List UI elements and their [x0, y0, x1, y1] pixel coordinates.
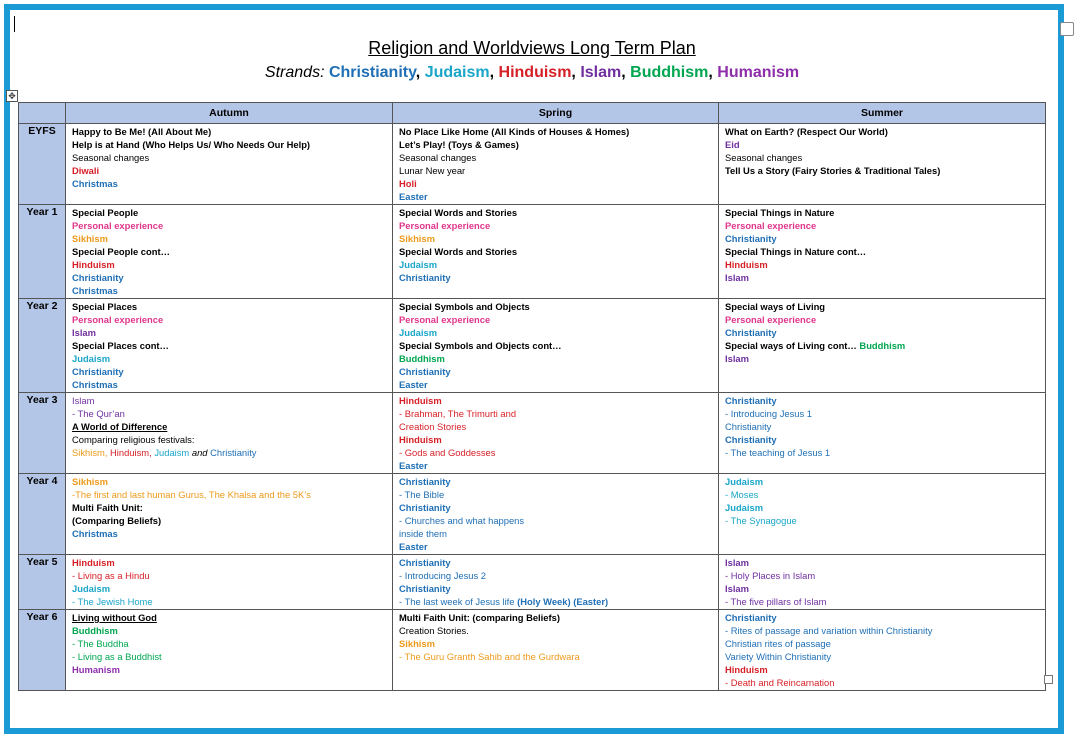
cell-line: - The Bible — [399, 489, 445, 500]
document-title: Religion and Worldviews Long Term Plan — [368, 38, 696, 58]
table-row — [19, 610, 1046, 691]
cell-autumn — [66, 124, 393, 205]
table-move-handle-icon[interactable]: ✥ — [6, 90, 18, 102]
cell-spring — [393, 555, 719, 610]
table-row — [19, 299, 1046, 393]
cell-summer — [719, 124, 1046, 205]
inline-text: Special ways of Living cont… — [725, 340, 857, 351]
strands-label: Strands: — [264, 64, 325, 81]
cell-line: Multi Faith Unit: — [72, 502, 143, 513]
cell-line: Christmas — [72, 528, 118, 539]
cell-line: Special ways of Living — [725, 301, 826, 312]
strand-humanism: Humanism — [717, 64, 800, 81]
cell-line: - The Qur’an — [72, 408, 125, 419]
cell-line: Christianity — [399, 366, 451, 377]
header-spring: Spring — [393, 103, 719, 124]
cell-line: Special Things in Nature — [725, 207, 835, 218]
cell-line: Judaism — [72, 583, 111, 594]
cell-line — [725, 339, 1039, 352]
cell-line: Hinduism — [725, 259, 768, 270]
cell-line: Hinduism — [72, 259, 115, 270]
cell-spring — [393, 299, 719, 393]
cell-autumn — [66, 299, 393, 393]
inline-text: Judaism — [154, 447, 190, 458]
cell-autumn — [66, 555, 393, 610]
cell-line: Humanism — [72, 664, 120, 675]
cell-autumn — [66, 610, 393, 691]
cell-line: Multi Faith Unit: (comparing Beliefs) — [399, 612, 560, 623]
cell-line: - The five pillars of Islam — [725, 596, 827, 607]
cell-line: Help is at Hand (Who Helps Us/ Who Needs Our Help) — [72, 139, 311, 150]
cell-line: Easter — [399, 379, 428, 390]
table-row — [19, 124, 1046, 205]
strand-buddhism: Buddhism — [630, 64, 709, 81]
cell-line: Islam — [725, 557, 749, 568]
cell-line: Hinduism — [399, 434, 442, 445]
strand-judaism: Judaism — [424, 64, 490, 81]
cell-line: Seasonal changes — [72, 152, 150, 163]
cell-line: - Moses — [725, 489, 759, 500]
cell-autumn — [66, 205, 393, 299]
cell-line: Islam — [725, 583, 749, 594]
strands-line: Strands: Christianity, Judaism, Hinduism, Islam, Buddhism, Humanism — [264, 64, 800, 81]
cell-line: Christianity — [399, 272, 451, 283]
cell-summer — [719, 205, 1046, 299]
inline-text: (Holy Week) (Easter) — [517, 596, 609, 607]
cell-line — [72, 446, 386, 459]
cell-line: - Rites of passage and variation within Christianity — [725, 625, 933, 636]
cell-line: Creation Stories. — [399, 625, 469, 636]
long-term-plan-table — [18, 102, 1046, 691]
cell-line: Christmas — [72, 285, 118, 296]
table-resize-handle[interactable] — [1044, 675, 1053, 684]
row-label: Year 4 — [19, 474, 66, 555]
cell-spring — [393, 205, 719, 299]
cell-spring — [393, 124, 719, 205]
cell-line: Lunar New year — [399, 165, 466, 176]
cell-line: (Comparing Beliefs) — [72, 515, 162, 526]
cell-autumn — [66, 393, 393, 474]
cell-line: Islam — [725, 272, 749, 283]
table-row — [19, 205, 1046, 299]
inline-text: - The last week of Jesus life — [399, 596, 515, 607]
cell-line: Sikhism — [399, 638, 435, 649]
cell-line: Personal experience — [725, 314, 817, 325]
table-row — [19, 555, 1046, 610]
cell-line: What on Earth? (Respect Our World) — [725, 126, 888, 137]
cell-line: Christianity — [725, 421, 772, 432]
cell-line: Tell Us a Story (Fairy Stories & Traditional Tales) — [725, 165, 941, 176]
cell-line: Easter — [399, 541, 428, 552]
cell-line: Christianity — [725, 327, 777, 338]
cell-line: Hinduism — [725, 664, 768, 675]
row-label: Year 2 — [19, 299, 66, 393]
row-label: Year 3 — [19, 393, 66, 474]
cell-line: Personal experience — [399, 220, 491, 231]
header-corner — [19, 103, 66, 124]
cell-line: Personal experience — [72, 220, 164, 231]
cell-line: Let’s Play! (Toys & Games) — [399, 139, 519, 150]
table-row — [19, 393, 1046, 474]
cell-line: Special Places — [72, 301, 138, 312]
row-label: Year 6 — [19, 610, 66, 691]
cell-line: Special Symbols and Objects cont… — [399, 340, 562, 351]
cell-line: - Living as a Hindu — [72, 570, 150, 581]
cell-line: Christianity — [725, 612, 777, 623]
cell-line: Christianity — [399, 502, 451, 513]
cell-line: Special People cont… — [72, 246, 170, 257]
cell-line: Holi — [399, 178, 417, 189]
cell-line: - Living as a Buddhist — [72, 651, 162, 662]
cell-line: Islam — [72, 395, 95, 406]
cell-line: Christmas — [72, 379, 118, 390]
strand-islam: Islam — [580, 64, 622, 81]
cell-line — [399, 595, 712, 608]
cell-line: Christian rites of passage — [725, 638, 831, 649]
cell-line: Christianity — [725, 233, 777, 244]
cell-line: Comparing religious festivals: — [72, 434, 195, 445]
cell-line: Variety Within Christianity — [725, 651, 832, 662]
strand-christianity: Christianity — [328, 64, 416, 81]
cell-line: Buddhism — [399, 353, 445, 364]
cell-line: Christmas — [72, 178, 118, 189]
row-label: Year 1 — [19, 205, 66, 299]
cell-line: Special Places cont… — [72, 340, 169, 351]
cell-autumn — [66, 474, 393, 555]
cell-summer — [719, 393, 1046, 474]
cell-line: Personal experience — [399, 314, 491, 325]
cell-line: No Place Like Home (All Kinds of Houses & Homes) — [399, 126, 630, 137]
cell-line: Special Symbols and Objects — [399, 301, 530, 312]
cell-line: - Gods and Goddesses — [399, 447, 496, 458]
cell-line: Christianity — [725, 434, 777, 445]
cell-line: Seasonal changes — [399, 152, 477, 163]
cell-line: Christianity — [399, 476, 451, 487]
cell-line: Eid — [725, 139, 740, 150]
cell-line: Easter — [399, 191, 428, 202]
cell-line: -The first and last human Gurus, The Khalsa and the 5K’s — [72, 489, 311, 500]
cell-line: Personal experience — [72, 314, 164, 325]
header-summer: Summer — [719, 103, 1046, 124]
cell-line: Special Words and Stories — [399, 246, 518, 257]
cell-line: Christianity — [72, 366, 124, 377]
inline-text: Sikhism, — [72, 447, 108, 458]
cell-line: Hinduism — [399, 395, 442, 406]
cell-line: - Introducing Jesus 2 — [399, 570, 487, 581]
cell-line: Judaism — [725, 476, 764, 487]
cell-line: Personal experience — [725, 220, 817, 231]
cell-line: Sikhism — [399, 233, 435, 244]
cell-line: Living without God — [72, 612, 157, 623]
cell-summer — [719, 299, 1046, 393]
comment-icon[interactable] — [1060, 22, 1074, 36]
cell-line: - Churches and what happens — [399, 515, 525, 526]
cell-line: Sikhism — [72, 476, 108, 487]
cell-line: - Brahman, The Trimurti and — [399, 408, 517, 419]
cell-line: - The Guru Granth Sahib and the Gurdwara — [399, 651, 580, 662]
cell-line: Easter — [399, 460, 428, 471]
cell-summer — [719, 555, 1046, 610]
cell-line: - Holy Places in Islam — [725, 570, 816, 581]
cell-spring — [393, 393, 719, 474]
cell-line: Special Things in Nature cont… — [725, 246, 867, 257]
inline-text: Hinduism, — [110, 447, 152, 458]
cell-line: Christianity — [72, 272, 124, 283]
cell-line: Hinduism — [72, 557, 115, 568]
cell-line: Buddhism — [72, 625, 118, 636]
cell-line: Diwali — [72, 165, 100, 176]
cell-line: Christianity — [399, 583, 451, 594]
cell-line: Judaism — [399, 327, 438, 338]
cell-summer — [719, 474, 1046, 555]
cell-line: - Death and Reincarnation — [725, 677, 835, 688]
cell-line: Christianity — [725, 395, 777, 406]
cell-line: Creation Stories — [399, 421, 467, 432]
cell-line: inside them — [399, 528, 447, 539]
cell-line: Islam — [72, 327, 96, 338]
cell-line: A World of Difference — [72, 421, 168, 432]
cell-line: Judaism — [399, 259, 438, 270]
strand-hinduism: Hinduism — [498, 64, 572, 81]
cell-line: - Introducing Jesus 1 — [725, 408, 813, 419]
cell-line: Judaism — [72, 353, 111, 364]
cell-line: - The Buddha — [72, 638, 129, 649]
cell-line: Seasonal changes — [725, 152, 803, 163]
cell-line: - The Jewish Home — [72, 596, 153, 607]
table-row — [19, 474, 1046, 555]
cell-line: Happy to Be Me! (All About Me) — [72, 126, 212, 137]
cell-line: Sikhism — [72, 233, 108, 244]
cell-line: Special People — [72, 207, 139, 218]
cell-summer — [719, 610, 1046, 691]
cell-spring — [393, 610, 719, 691]
cell-line: Special Words and Stories — [399, 207, 518, 218]
cell-line: Christianity — [399, 557, 451, 568]
row-label: Year 5 — [19, 555, 66, 610]
row-label: EYFS — [19, 124, 66, 205]
cell-line: - The Synagogue — [725, 515, 797, 526]
text-cursor — [14, 16, 15, 32]
cell-spring — [393, 474, 719, 555]
header-row — [19, 103, 1046, 124]
cell-line: Islam — [725, 353, 749, 364]
inline-text: Christianity — [210, 447, 257, 458]
cell-line: - The teaching of Jesus 1 — [725, 447, 831, 458]
cell-line: Judaism — [725, 502, 764, 513]
inline-text: and — [191, 447, 208, 458]
inline-text: Buddhism — [859, 340, 906, 351]
header-autumn: Autumn — [66, 103, 393, 124]
